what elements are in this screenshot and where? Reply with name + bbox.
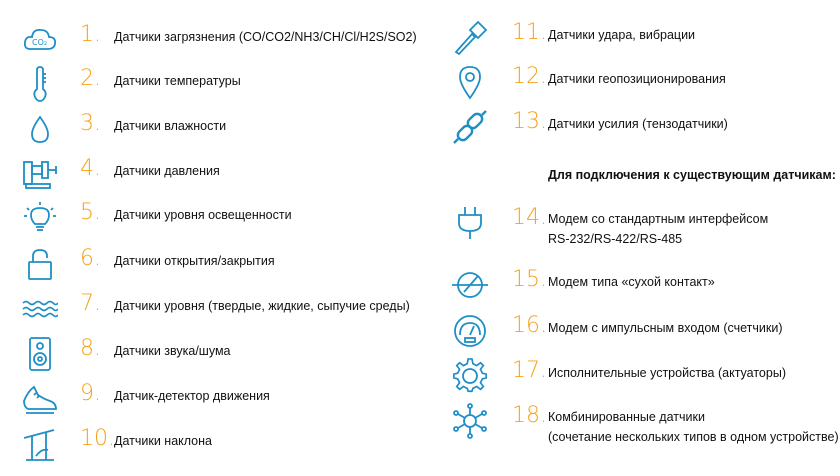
item-label-line2: (сочетание нескольких типов в одном устройстве) [548, 430, 839, 444]
item-label: Датчики температуры [114, 74, 241, 88]
item-number: 12. [512, 64, 547, 89]
item-label: Датчики открытия/закрытия [114, 254, 275, 268]
network-node-icon [452, 403, 488, 439]
item-label: Модем с импульсным входом (счетчики) [548, 321, 783, 335]
item-number: 14. [512, 205, 547, 230]
item-number: 2. [80, 66, 101, 91]
item-label: Датчики геопозиционирования [548, 72, 726, 86]
dry-contact-icon [452, 267, 488, 303]
padlock-icon [22, 246, 58, 282]
gear-icon [452, 358, 488, 394]
item-label-line1: Модем со стандартным интерфейсом [548, 212, 769, 226]
water-drop-icon [22, 111, 58, 147]
item-number: 4. [80, 156, 101, 181]
item-label: Датчики давления [114, 164, 220, 178]
item-label: Исполнительные устройства (актуаторы) [548, 366, 786, 380]
item-number: 10. [80, 426, 115, 451]
running-shoe-icon [22, 381, 58, 417]
item-number: 8. [80, 336, 101, 361]
item-number: 6. [80, 246, 101, 271]
item-label-line1: Комбинированные датчики [548, 410, 705, 424]
item-label: Датчики влажности [114, 119, 227, 133]
item-number: 11. [512, 20, 547, 45]
gauge-icon [452, 313, 488, 349]
hammer-icon [452, 20, 488, 56]
co2-cloud-icon [22, 22, 58, 58]
item-label: Датчики наклона [114, 434, 212, 448]
item-label: Датчик-детектор движения [114, 389, 270, 403]
item-label [548, 209, 768, 249]
item-number: 1. [80, 22, 101, 47]
item-label: Датчики загрязнения (CO/CO2/NH3/CH/Cl/H2S/SO2) [114, 30, 417, 44]
thermometer-icon [22, 66, 58, 102]
map-pin-icon [452, 64, 488, 100]
speaker-icon [22, 336, 58, 372]
item-label: Модем типа «сухой контакт» [548, 275, 715, 289]
item-label: Датчики уровня освещенности [114, 208, 292, 222]
tilt-icon [22, 426, 58, 462]
item-number: 15. [512, 267, 547, 292]
item-number: 16. [512, 313, 547, 338]
vise-icon [22, 156, 58, 192]
chain-link-icon [452, 109, 488, 145]
item-number: 5. [80, 200, 101, 225]
light-bulb-icon [22, 200, 58, 236]
item-label: Датчики звука/шума [114, 344, 231, 358]
item-label-line2: RS-232/RS-422/RS-485 [548, 232, 683, 246]
item-label: Датчики уровня (твердые, жидкие, сыпучие среды) [114, 299, 410, 313]
item-label: Датчики удара, вибрации [548, 28, 696, 42]
section-heading: Для подключения к существующим датчикам: [548, 168, 836, 182]
plug-icon [452, 205, 488, 241]
item-number: 9. [80, 381, 101, 406]
item-label [548, 407, 839, 447]
item-number: 17. [512, 358, 547, 383]
item-number: 3. [80, 111, 101, 136]
svg-text:CO₂: CO₂ [32, 38, 48, 47]
waves-icon [22, 291, 58, 327]
item-number: 7. [80, 291, 101, 316]
item-label: Датчики усилия (тензодатчики) [548, 117, 728, 131]
item-number: 13. [512, 109, 547, 134]
item-number: 18. [512, 403, 547, 428]
